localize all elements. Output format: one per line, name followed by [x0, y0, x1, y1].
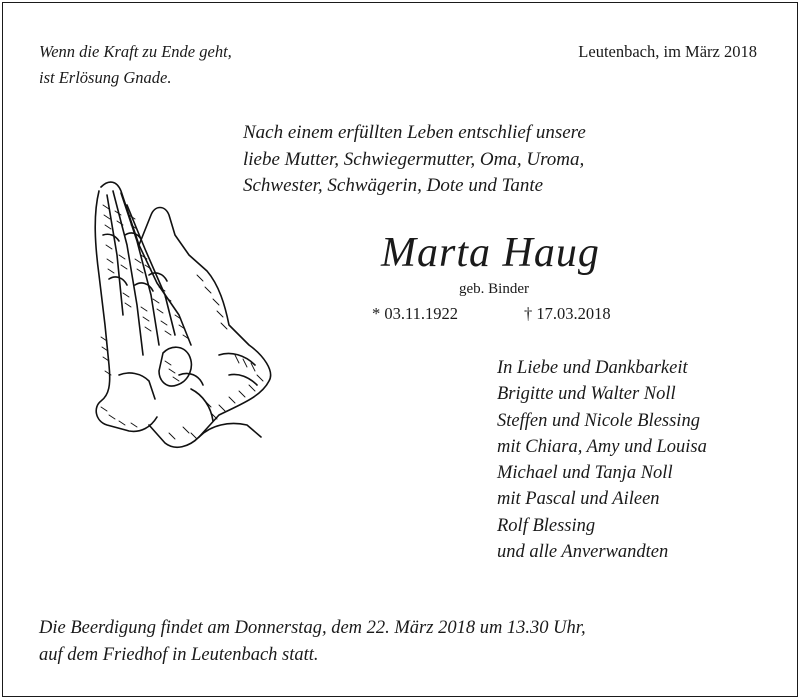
mourners-line: mit Pascal und Aileen	[497, 489, 660, 510]
mourners-line: In Liebe und Dankbarkeit	[497, 358, 688, 378]
motto	[39, 39, 232, 91]
mourners-line: und alle Anverwandten	[497, 542, 669, 563]
place-date: Leutenbach, im März 2018	[578, 42, 757, 61]
maiden-name: geb. Binder	[459, 281, 529, 297]
funeral-line: auf dem Friedhof in Leutenbach statt.	[39, 644, 319, 665]
death-date: † 17.03.2018	[524, 304, 611, 323]
deceased-name: Marta Haug	[381, 230, 600, 276]
motto-line: ist Erlösung Gnade.	[39, 68, 172, 87]
mourners-list	[497, 355, 707, 565]
obituary-notice	[2, 2, 798, 697]
intro-line: Schwester, Schwägerin, Dote und Tante	[243, 175, 544, 196]
funeral-line: Die Beerdigung findet am Donnerstag, dem 22. März 2018 um 13.30 Uhr,	[39, 618, 586, 638]
mourners-line: mit Chiara, Amy und Louisa	[497, 436, 707, 457]
intro-text	[243, 120, 586, 200]
motto-line: Wenn die Kraft zu Ende geht,	[39, 42, 232, 61]
intro-line: Nach einem erfüllten Leben entschlief unsere	[243, 122, 586, 143]
intro-line: liebe Mutter, Schwiegermutter, Oma, Uroma,	[243, 148, 585, 170]
funeral-info	[39, 615, 586, 668]
mourners-line: Michael und Tanja Noll	[497, 463, 673, 484]
praying-hands-icon	[79, 175, 279, 460]
mourners-line: Rolf Blessing	[497, 515, 596, 536]
mourners-line: Steffen und Nicole Blessing	[497, 410, 700, 431]
mourners-line: Brigitte und Walter Noll	[497, 384, 676, 405]
birth-date: * 03.11.1922	[372, 304, 459, 323]
